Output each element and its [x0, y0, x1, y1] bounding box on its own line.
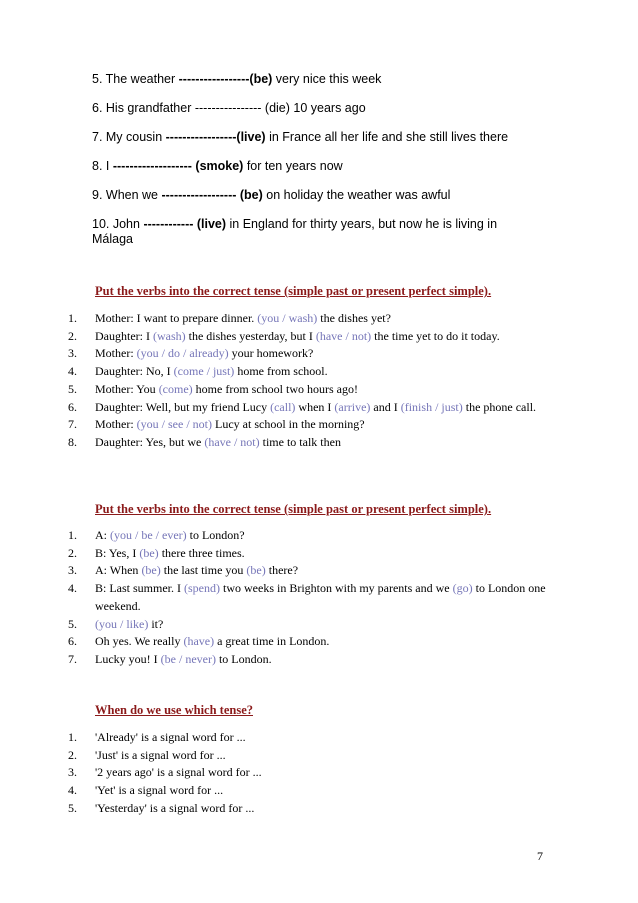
item-text: to London? [186, 528, 245, 542]
line-text: 6. His grandfather ---------------- (die) 10 years ago [92, 101, 366, 115]
page-number: 7 [537, 849, 543, 863]
item-number: 7. [68, 651, 77, 666]
list-item [68, 527, 558, 545]
blank-verb: -----------------(be) [178, 72, 273, 86]
list-item [68, 747, 558, 765]
verb-hint: (be) [139, 545, 159, 560]
item-text: Daughter: Yes, but we [95, 434, 205, 449]
item-text: there three times. [158, 545, 245, 560]
exercise-list-3 [68, 729, 558, 818]
exercise-list-1 [68, 310, 558, 452]
line-text: very nice this week [272, 72, 382, 86]
verb-hint: (have / not) [204, 434, 260, 449]
item-text: 'Yet' is a signal word for ... [95, 783, 224, 798]
list-item [68, 328, 558, 346]
item-number: 2. [68, 747, 77, 762]
list-item [68, 381, 558, 399]
list-item [68, 416, 558, 434]
verb-hint: (come) [158, 381, 193, 396]
line-text: 8. I [92, 159, 113, 173]
exercise-line [92, 188, 532, 203]
verb-hint: (call) [270, 399, 296, 414]
verb-hint: (be) [246, 563, 266, 578]
exercise-line [92, 159, 532, 174]
exercise-line [92, 72, 532, 87]
list-item [68, 310, 558, 328]
verb-hint: (have / not) [315, 328, 372, 343]
item-text: A: [95, 528, 110, 542]
item-text: Mother: I want to prepare dinner. [95, 311, 258, 325]
list-item [68, 399, 558, 417]
item-text: Lucy at school in the morning? [212, 417, 365, 432]
item-text: Mother: [95, 417, 137, 432]
verb-hint: (arrive) [334, 399, 371, 414]
list-item [68, 434, 558, 452]
line-text: 5. The weather [92, 72, 179, 86]
verb-hint: (you / like) [95, 616, 149, 631]
item-number: 2. [68, 545, 77, 560]
exercise-line [92, 217, 532, 247]
fill-in-exercise [92, 72, 532, 261]
item-text: Daughter: No, I [95, 364, 174, 379]
list-item [68, 729, 558, 747]
item-text: home from school two hours ago! [192, 381, 358, 396]
list-item [68, 580, 558, 615]
item-text: '2 years ago' is a signal word for ... [95, 765, 262, 780]
list-item [68, 764, 558, 782]
list-item [68, 633, 558, 651]
item-text: the dishes yet? [317, 311, 391, 325]
item-text: Daughter: Well, but my friend Lucy [95, 399, 271, 414]
item-text: it? [148, 616, 164, 631]
item-number: 6. [68, 399, 77, 414]
item-text: B: Last summer. I [95, 581, 184, 596]
exercise-list-2 [68, 527, 558, 669]
item-text: Daughter: I [95, 328, 153, 343]
item-text: the time yet to do it today. [371, 328, 500, 343]
line-text: 9. When we [92, 188, 162, 202]
verb-hint: (finish / just) [400, 399, 463, 414]
line-text: in France all her life and she still lives there [265, 130, 509, 144]
item-text: B: Yes, I [95, 545, 140, 560]
item-text: two weeks in Brighton with my parents and we [220, 581, 453, 596]
list-item [68, 562, 558, 580]
section-heading-1: Put the verbs into the correct tense (simple past or present perfect simple). [95, 284, 492, 298]
blank-verb: -----------------(live) [165, 130, 266, 144]
exercise-line [92, 130, 532, 145]
item-text: the phone call. [462, 399, 537, 414]
item-text: and I [370, 399, 401, 414]
verb-hint: (you / see / not) [136, 417, 212, 432]
list-item [68, 616, 558, 634]
line-text: 7. My cousin [92, 130, 166, 144]
item-number: 5. [68, 616, 77, 631]
item-number: 4. [68, 364, 77, 379]
item-number: 1. [68, 528, 77, 542]
item-text: Mother: [95, 346, 137, 361]
verb-hint: (you / be / ever) [110, 528, 187, 542]
item-number: 4. [68, 581, 77, 596]
blank-verb: ------------------ (be) [161, 188, 263, 202]
verb-hint: (go) [452, 581, 473, 596]
item-number: 1. [68, 311, 77, 325]
item-text: to London. [215, 651, 272, 666]
item-text: Mother: You [95, 381, 159, 396]
item-number: 1. [68, 730, 77, 744]
section-heading-3: When do we use which tense? [95, 703, 253, 717]
line-text: 10. John [92, 217, 144, 231]
item-number: 8. [68, 434, 77, 449]
line-text: in England for thirty years, but now he is living in Málaga [92, 217, 498, 246]
list-item [68, 363, 558, 381]
item-text: to London one weekend. [95, 581, 546, 613]
item-text: 'Just' is a signal word for ... [95, 747, 226, 762]
item-text: a great time in London. [214, 634, 330, 649]
item-number: 3. [68, 346, 77, 361]
item-text: Lucky you! I [95, 651, 161, 666]
exercise-line [92, 101, 532, 116]
list-item [68, 545, 558, 563]
item-number: 7. [68, 417, 77, 432]
verb-hint: (you / do / already) [136, 346, 229, 361]
line-text: on holiday the weather was awful [262, 188, 451, 202]
list-item [68, 782, 558, 800]
verb-hint: (be / never) [160, 651, 216, 666]
verb-hint: (you / wash) [257, 311, 318, 325]
item-text: the last time you [160, 563, 247, 578]
blank-verb: ------------------- (smoke) [112, 159, 244, 173]
item-text: 'Yesterday' is a signal word for ... [95, 800, 255, 815]
item-text: 'Already' is a signal word for ... [95, 730, 246, 744]
item-text: the dishes yesterday, but I [185, 328, 316, 343]
list-item [68, 345, 558, 363]
item-number: 3. [68, 765, 77, 780]
item-text: time to talk then [259, 434, 341, 449]
line-text: for ten years now [243, 159, 343, 173]
item-text: when I [295, 399, 335, 414]
item-text: home from school. [234, 364, 328, 379]
blank-verb: ------------ (live) [143, 217, 227, 231]
list-item [68, 800, 558, 818]
item-number: 5. [68, 381, 77, 396]
verb-hint: (come / just) [173, 364, 235, 379]
section-heading-2: Put the verbs into the correct tense (simple past or present perfect simple). [95, 502, 492, 516]
list-item [68, 651, 558, 669]
item-number: 4. [68, 783, 77, 798]
item-text: A: When [95, 563, 142, 578]
item-text: your homework? [228, 346, 314, 361]
item-text: there? [265, 563, 299, 578]
verb-hint: (wash) [152, 328, 186, 343]
item-number: 3. [68, 563, 77, 578]
verb-hint: (have) [183, 634, 215, 649]
item-number: 5. [68, 800, 77, 815]
item-text: Oh yes. We really [95, 634, 184, 649]
item-number: 2. [68, 328, 77, 343]
verb-hint: (spend) [184, 581, 220, 596]
item-number: 6. [68, 634, 77, 649]
verb-hint: (be) [141, 563, 161, 578]
